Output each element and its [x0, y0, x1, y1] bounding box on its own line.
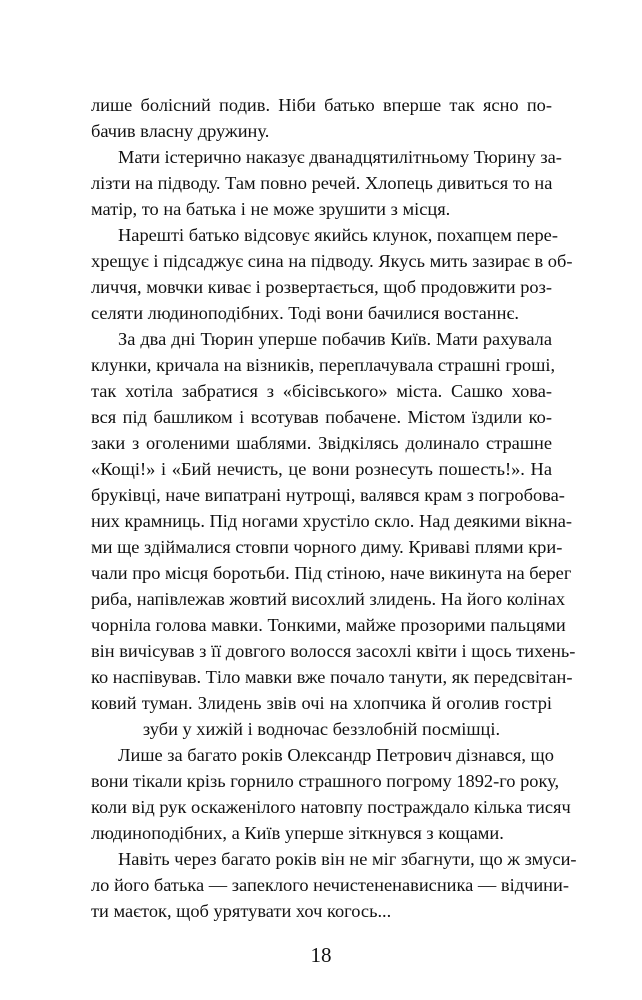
text-line: лише болісний подив. Ніби батько вперше так ясно по-	[91, 95, 552, 115]
text-line: зуби у хижій і водночас беззлобній посмішці.	[142, 719, 501, 739]
text-line: клунки, кричала на візників, переплачувала страшні гроші,	[91, 355, 556, 375]
text-line: хрещує і підсаджує сина на підводу. Якусь мить зазирає в об-	[91, 251, 573, 271]
text-line: вони тікали крізь горнило страшного погрому 1892-го року,	[91, 771, 560, 791]
page-number: 18	[310, 943, 332, 967]
text-line: чорніла голова мавки. Тонкими, майже прозорими пальцями	[91, 615, 566, 635]
text-line: Нарешті батько відсовує якийсь клунок, похапцем пере-	[118, 225, 558, 245]
text-line: людиноподібних, а Київ уперше зіткнувся з кощами.	[91, 823, 504, 843]
text-line: коли від рук оскаженілого натовпу постраждало кілька тисяч	[91, 797, 571, 817]
text-line: селяти людиноподібних. Тоді вони бачилися востаннє.	[91, 303, 519, 323]
text-line: бачив власну дружину.	[91, 121, 270, 141]
text-line: матір, то на батька і не може зрушити з місця.	[91, 199, 451, 219]
text-line: «Кощі!» і «Бий нечисть, це вони рознесуть пошесть!». На	[91, 459, 552, 479]
text-line: ло його батька — запеклого нечистененависника — відчини-	[91, 875, 569, 895]
text-line: так хотіла забратися з «бісівського» міста. Сашко хова-	[91, 381, 552, 401]
text-line: лізти на підводу. Там повно речей. Хлопець дивиться то на	[91, 173, 553, 193]
text-line: них крамниць. Під ногами хрустіло скло. Над деякими вікна-	[91, 511, 573, 531]
text-line: ти маєток, щоб урятувати хоч когось...	[91, 901, 392, 921]
text-line: Лише за багато років Олександр Петрович дізнався, що	[118, 745, 554, 765]
text-line: За два дні Тюрин уперше побачив Київ. Мати рахувала	[118, 329, 552, 349]
text-line: бруківці, наче випатрані нутрощі, валявся крам з погробова-	[91, 485, 565, 505]
text-line: він вичісував з її довгого волосся засохлі квіти і щось тихень-	[91, 641, 576, 661]
text-line: Навіть через багато років він не міг збагнути, що ж змуси-	[118, 849, 577, 869]
text-line: ко наспівував. Тіло мавки вже почало танути, як передсвітан-	[91, 667, 573, 687]
text-line: Мати істерично наказує дванадцятилітньому Тюрину за-	[118, 147, 562, 167]
text-line: заки з оголеними шаблями. Звідкілясь долинало страшне	[91, 433, 552, 453]
text-line: чали про місця боротьби. Під стіною, наче викинута на берег	[91, 563, 572, 583]
text-line: вся під башликом і всотував побачене. Містом їздили ко-	[91, 407, 552, 427]
text-line: ми ще здіймалися стовпи чорного диму. Криваві плями кри-	[91, 537, 563, 557]
text-line: личчя, мовчки киває і розвертається, щоб продовжити роз-	[91, 277, 552, 297]
text-line: риба, напівлежав жовтий висохлий злидень. На його колінах	[91, 589, 566, 609]
text-line: ковий туман. Злидень звів очі на хлопчика й оголив гострі	[91, 693, 552, 713]
